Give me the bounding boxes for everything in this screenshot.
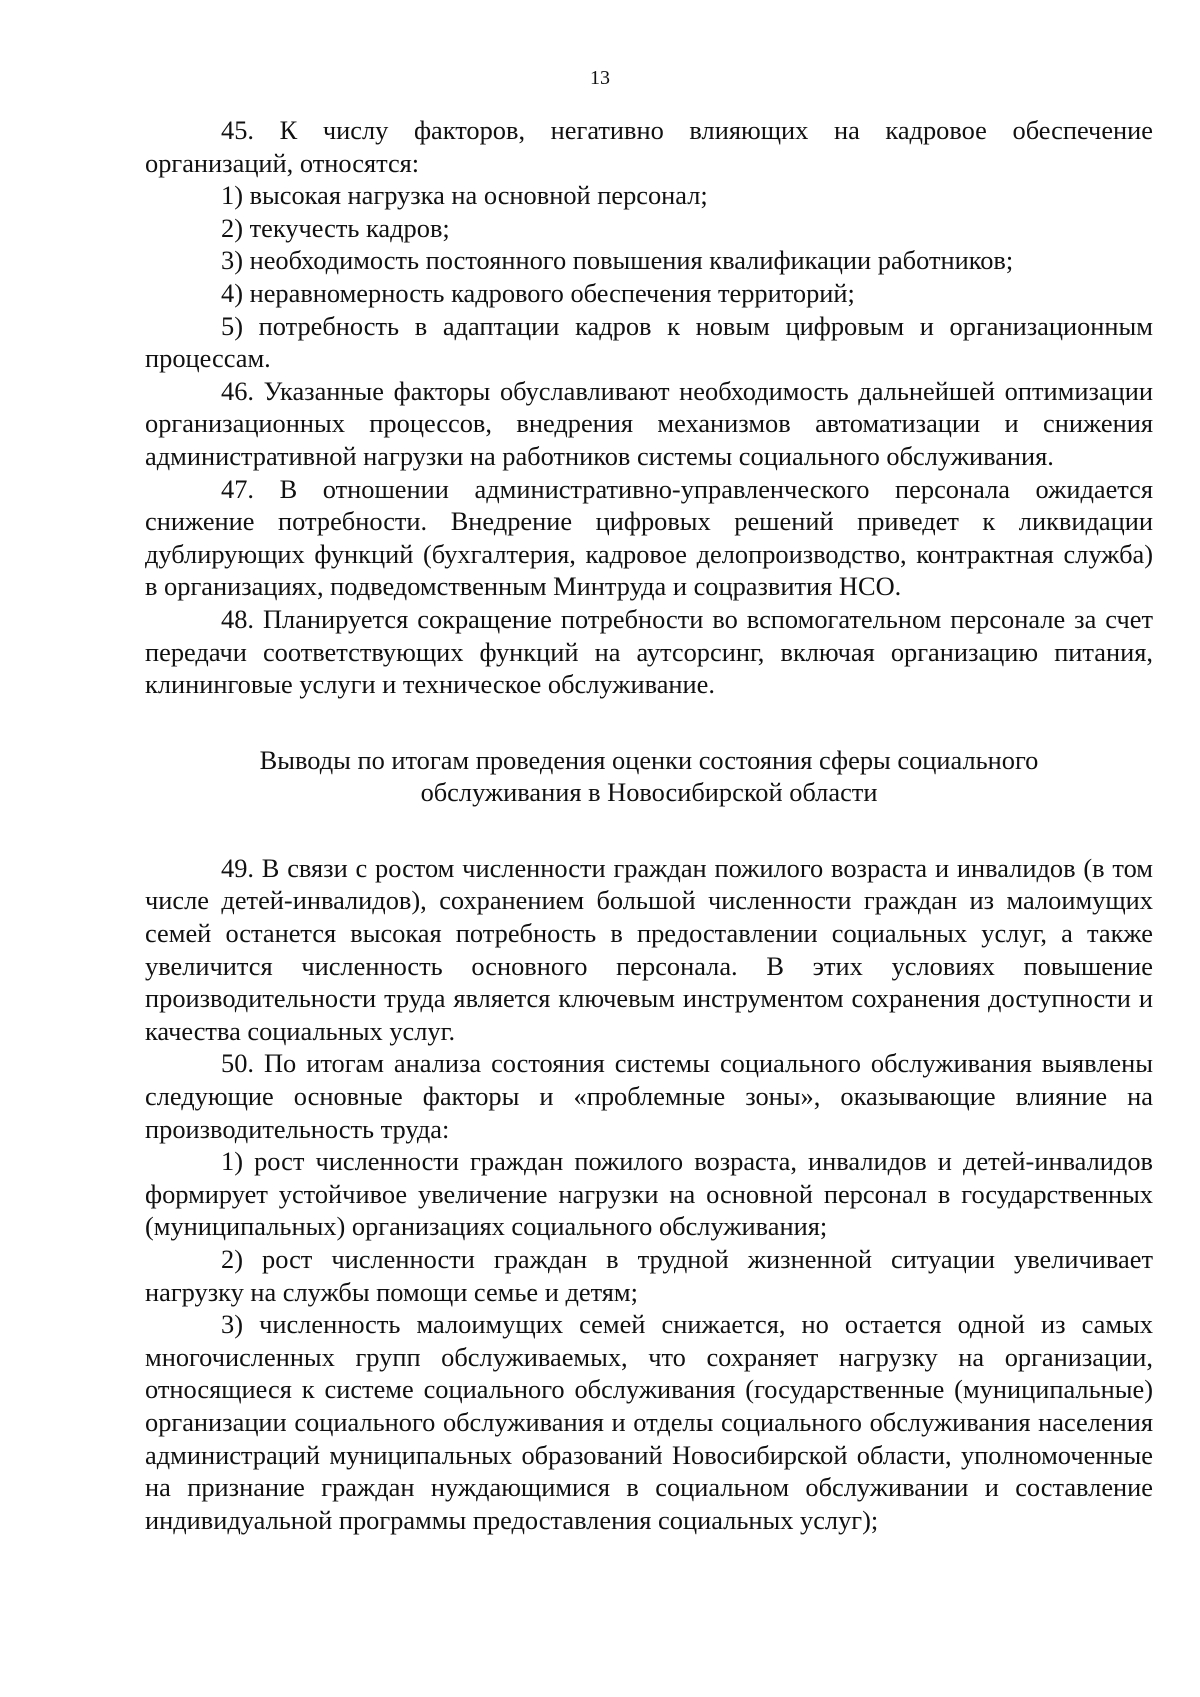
paragraph-48: 48. Планируется сокращение потребности во вспомогательном персонале за счет передачи соответствующих функций на аутсорсинг, включая организацию питания, клининговые услуги и техническое обслуживание. [145, 603, 1153, 700]
paragraph-46: 46. Указанные факторы обуславливают необходимость дальнейшей оптимизации организационных процессов, внедрения механизмов автоматизации и снижения административной нагрузки на работников системы социального обслуживания. [145, 375, 1153, 471]
section-heading [145, 701, 1153, 852]
list-item-4: 4) неравномерность кадрового обеспечения территорий; [221, 277, 855, 308]
factor-item-3: 3) численность малоимущих семей снижается, но остается одной из самых многочисленных групп обслуживаемых, что сохраняет нагрузку на организации, относящиеся к системе социального обслуживания (государственные (муниципальные) организации социального обслуживания и отделы социального обслуживания населения администраций муниципальных образований Новосибирской области, уполномоченные на признание граждан нуждающимися в социальном обслуживании и составление индивидуальной программы предоставления социальных услуг); [145, 1309, 1153, 1535]
list-item-2: 2) текучесть кадров; [221, 212, 450, 243]
section-heading-line-2: обслуживания в Новосибирской области [420, 777, 878, 808]
list-item-5: 5) потребность в адаптации кадров к новым цифровым и организационным процессам. [145, 310, 1153, 374]
list-item-3: 3) необходимость постоянного повышения квалификации работников; [221, 245, 1014, 276]
paragraph-45: 45. К числу факторов, негативно влияющих на кадровое обеспечение организаций, относятся: [145, 115, 1153, 178]
list-item-1: 1) высокая нагрузка на основной персонал; [221, 180, 708, 211]
paragraph-49: 49. В связи с ростом численности граждан пожилого возраста и инвалидов (в том числе детей-инвалидов), сохранением большой численности граждан из малоимущих семей останется высокая потребность в предоставлении социальных услуг, а также увеличится численность основного персонала. В этих условиях повышение производительности труда является ключевым инструментом сохранения доступности и качества социальных услуг. [145, 852, 1153, 1046]
factor-item-1: 1) рост численности граждан пожилого возраста, инвалидов и детей-инвалидов формирует устойчивое увеличение нагрузки на основной персонал в государственных (муниципальных) организациях социального обслуживания; [145, 1146, 1153, 1242]
document-body [145, 114, 1153, 1536]
paragraph-47: 47. В отношении административно-управленческого персонала ожидается снижение потребности. Внедрение цифровых решений приведет к ликвидации дублирующих функций (бухгалтерия, кадровое делопроизводство, контрактная служба) в организациях, подведомственным Минтруда и соцразвития НСО. [145, 473, 1153, 602]
paragraph-50: 50. По итогам анализа состояния системы социального обслуживания выявлены следующие основные факторы и «проблемные зоны», оказывающие влияние на производительность труда: [145, 1048, 1153, 1144]
page-number: 13 [590, 67, 610, 89]
section-heading-line-1: Выводы по итогам проведения оценки состояния сферы социального [259, 744, 1039, 775]
factor-item-2: 2) рост численности граждан в трудной жизненной ситуации увеличивает нагрузку на службы помощи семье и детям; [145, 1244, 1153, 1307]
